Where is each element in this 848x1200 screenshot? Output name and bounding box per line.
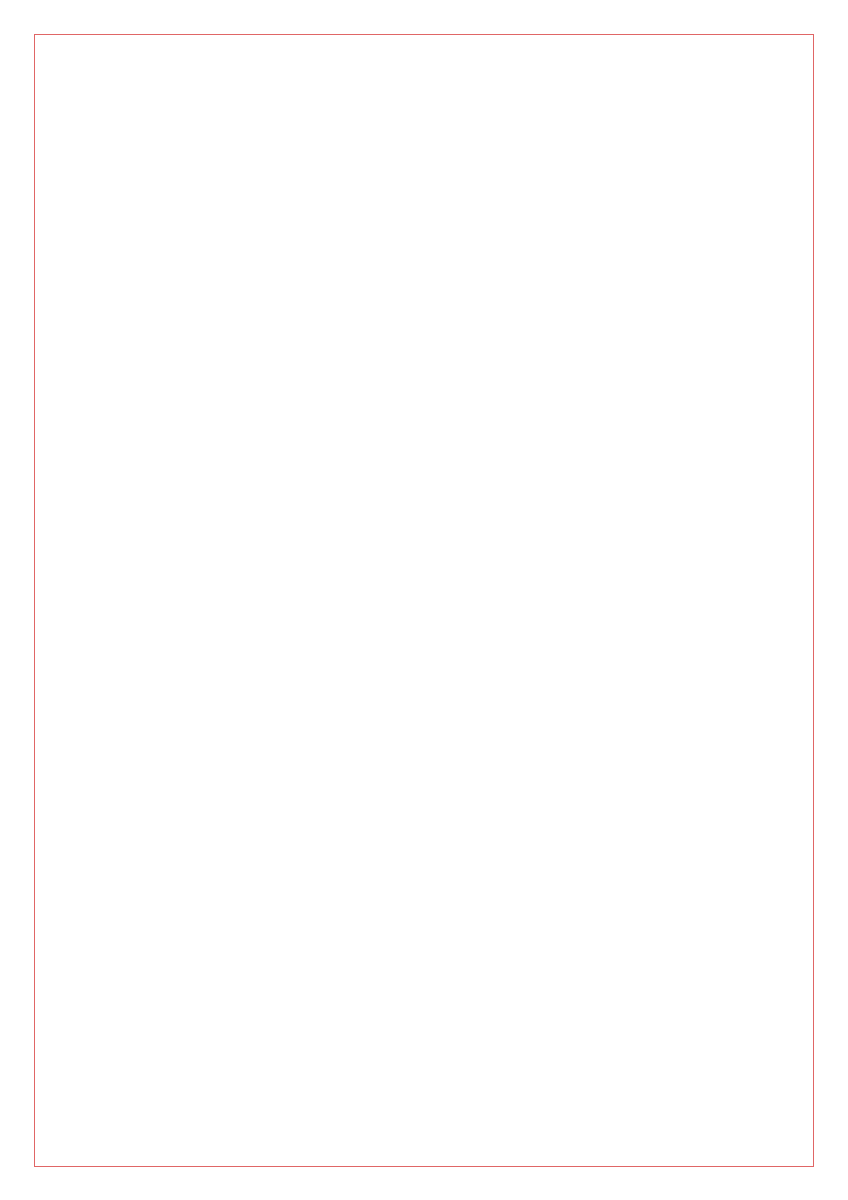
page-border: [34, 34, 814, 1167]
